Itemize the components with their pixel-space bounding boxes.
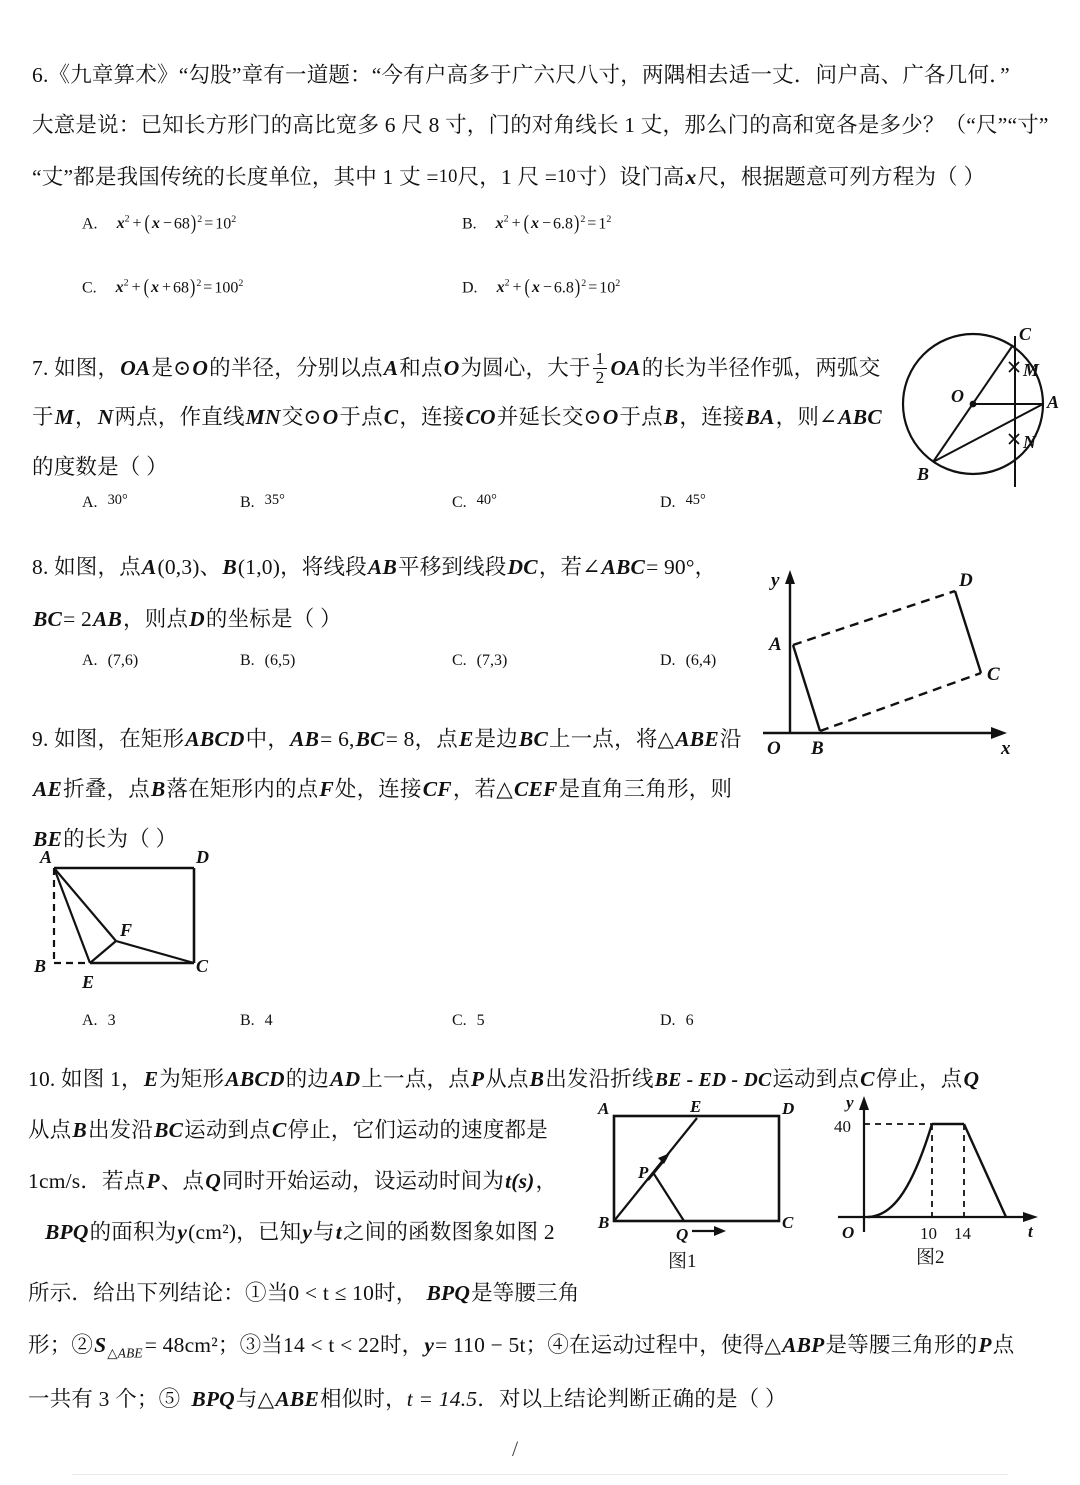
q9-text-2b: 落在矩形内的点 bbox=[166, 777, 319, 801]
q7-text-2h: 于点 bbox=[619, 405, 663, 429]
q7-option-b-value: 35° bbox=[264, 492, 285, 508]
q8-option-d-label: D. bbox=[660, 652, 676, 669]
q8-coord-b: (1,0) bbox=[237, 555, 281, 579]
q6-option-a-sign: − bbox=[162, 215, 172, 233]
q6-option-a[interactable]: A. $x^2$ + ( $x - 68)^2 = 10^2$ bbox=[82, 212, 237, 236]
q10-point-e: E bbox=[143, 1067, 159, 1091]
q10-tri-bpq2: BPQ bbox=[426, 1281, 471, 1305]
q7-line-1 bbox=[32, 350, 880, 386]
q7-line-mn: MN bbox=[245, 405, 281, 429]
q10-seg-bc: BC bbox=[154, 1118, 184, 1142]
q10-area-subscript: △ABE bbox=[107, 1345, 143, 1361]
q6-option-c-label: C. bbox=[82, 279, 97, 297]
q7-option-b[interactable] bbox=[240, 492, 285, 512]
q10-tri-bpq: BPQ bbox=[45, 1220, 89, 1244]
q9-text-2a: 折叠，点 bbox=[63, 777, 150, 801]
q7-text-1e: 为圆心，大于 bbox=[460, 355, 591, 380]
q8-coord-a: (0,3) bbox=[157, 555, 200, 579]
q8-option-a-value: (7,6) bbox=[107, 652, 139, 669]
q8-option-b-label: B. bbox=[240, 652, 255, 669]
q10-text-1b: 为矩形 bbox=[159, 1067, 225, 1091]
q10-f2-xtick-14: 14 bbox=[954, 1224, 971, 1243]
q9-text-1g: 上一点，将△ bbox=[549, 727, 675, 751]
q10-point-q2: Q bbox=[205, 1169, 221, 1193]
q7-text-2i: ，连接 bbox=[679, 405, 745, 429]
q9-text-1e: ，点 bbox=[414, 727, 458, 751]
q9-text-2c: 处，连接 bbox=[334, 777, 422, 801]
q8-seg-ab: AB bbox=[367, 555, 398, 579]
q10-tri-abp: ABP bbox=[782, 1333, 825, 1357]
q8-option-c[interactable] bbox=[452, 652, 507, 670]
q9-label-f: F bbox=[120, 920, 133, 940]
q7-circle-o2: O bbox=[322, 405, 339, 429]
q10-text-1e: 从点 bbox=[485, 1067, 529, 1091]
q10-area-var: y bbox=[177, 1220, 188, 1244]
q9-rectangle-figure bbox=[28, 848, 248, 993]
q10-line-7 bbox=[28, 1382, 787, 1413]
q6-text-line3g: 尺，根据题意可列方程为（ ） bbox=[697, 165, 986, 189]
q7-text-1d: 和点 bbox=[399, 355, 443, 380]
q10-text-6e: 是等腰三角形的 bbox=[825, 1333, 978, 1357]
q6-option-b-rhs-exp: 2 bbox=[606, 214, 612, 225]
q10-figure1-caption: 图1 bbox=[668, 1251, 697, 1272]
q10-point-b2: B bbox=[72, 1118, 87, 1142]
q8-seg-dc: DC bbox=[507, 555, 538, 579]
page-footer-mark: / bbox=[512, 1436, 519, 1461]
q10-f2-xtick-10: 10 bbox=[920, 1224, 937, 1243]
q9-label-c: C bbox=[196, 956, 209, 976]
q6-option-d-sign: − bbox=[542, 279, 552, 297]
q9-label-b: B bbox=[34, 956, 47, 976]
q7-circle-o3: O bbox=[602, 405, 619, 429]
q7-text-1a: 7. 如图， bbox=[32, 355, 120, 380]
q9-label-d: D bbox=[196, 848, 209, 867]
q7-label-b: B bbox=[917, 464, 930, 484]
q10-speed-unit: 1cm/s bbox=[28, 1169, 81, 1193]
q6-option-b-label: B. bbox=[462, 215, 477, 233]
q10-f1-label-b: B bbox=[598, 1213, 610, 1232]
q9-option-d-value: 6 bbox=[685, 1012, 694, 1029]
q8-line-1 bbox=[32, 550, 716, 581]
q8-label-x: x bbox=[1001, 738, 1011, 758]
q7-circle-o: O bbox=[192, 355, 209, 380]
q10-text-6d: ；④在运动过程中，使得△ bbox=[525, 1333, 782, 1357]
q9-seg-cf: CF bbox=[422, 777, 452, 801]
q10-text-1f: 出发沿折线 bbox=[545, 1067, 654, 1091]
q10-cond-3: 14 < t < 22 bbox=[283, 1333, 380, 1357]
q10-f1-label-c: C bbox=[782, 1213, 794, 1232]
q6-line-2 bbox=[32, 108, 1049, 139]
q10-t-value: t = 14.5 bbox=[406, 1387, 478, 1411]
q9-val-bc: = 8 bbox=[385, 727, 415, 751]
q6-option-c-rhs: 100 bbox=[214, 279, 239, 297]
q10-rect-abcd: ABCD bbox=[225, 1067, 285, 1091]
q10-text-6a: 形；② bbox=[28, 1333, 94, 1357]
q10-text-4c: 与 bbox=[313, 1220, 335, 1244]
q10-text-2d: 停止，它们运动的速度都是 bbox=[287, 1118, 548, 1142]
q10-text-5a: 所示．给出下列结论：①当 bbox=[28, 1281, 289, 1305]
q6-option-a-inner: 68 bbox=[173, 215, 190, 233]
q10-f1-label-d: D bbox=[782, 1099, 795, 1118]
q9-tri-abe: ABE bbox=[675, 727, 719, 751]
q10-point-p: P bbox=[470, 1067, 485, 1091]
q10-text-1h: 停止，点 bbox=[875, 1067, 963, 1091]
q6-option-b-inner: 6.8 bbox=[553, 215, 574, 233]
q6-option-c-sign: + bbox=[161, 279, 172, 297]
q10-text-4d: 之间的函数图象如图 2 bbox=[342, 1220, 555, 1244]
q10-text-5c: 是等腰三角 bbox=[471, 1281, 580, 1305]
q10-area-unit: (cm²) bbox=[188, 1220, 237, 1244]
q7-seg-oa: OA bbox=[120, 355, 151, 380]
q9-option-b-label: B. bbox=[240, 1012, 255, 1029]
q7-text-3: 的度数是（ ） bbox=[32, 455, 168, 479]
q10-line-6 bbox=[28, 1328, 1014, 1361]
q6-line-1 bbox=[32, 58, 1010, 89]
q10-text-3a: ．若点 bbox=[80, 1169, 146, 1193]
q10-text-4a: 的面积为 bbox=[89, 1220, 177, 1244]
q10-f1-label-a: A bbox=[598, 1099, 610, 1118]
q10-figure1 bbox=[592, 1098, 807, 1272]
q6-text-line1: 6.《九章算术》“勾股”章有一道题：“今有户高多于广六尺八寸，两隅相去适一丈．问户高、广各几何．” bbox=[32, 63, 1010, 87]
q6-option-d-rhs-exp: 2 bbox=[615, 278, 621, 289]
q10-time-var: t(s) bbox=[505, 1169, 535, 1193]
q7-text-1b: 是⊙ bbox=[151, 355, 192, 380]
q8-text-1e: ，若∠ bbox=[538, 555, 601, 579]
q7-seg-co: CO bbox=[465, 405, 496, 429]
q6-option-c[interactable]: C. $x^2$ + ( $x + 68)^2 = 100^2$ bbox=[82, 276, 244, 300]
q9-option-d-label: D. bbox=[660, 1012, 676, 1029]
q10-t-var: t bbox=[335, 1220, 342, 1244]
q10-text-3b: 、点 bbox=[160, 1169, 205, 1193]
q9-option-a[interactable] bbox=[82, 1012, 116, 1030]
q6-option-c-rhs-exp: 2 bbox=[238, 278, 244, 289]
q8-label-o: O bbox=[767, 738, 781, 758]
q10-text-7b: 与△ bbox=[235, 1387, 275, 1411]
q10-text-7a: 一共有 3 个；⑤ bbox=[28, 1387, 181, 1411]
q10-point-c: C bbox=[860, 1067, 875, 1091]
q6-option-a-rhs: 10 bbox=[215, 215, 232, 233]
q6-value-chi: 10 bbox=[557, 166, 576, 186]
q8-coordinate-figure bbox=[755, 558, 1075, 758]
q6-option-d-inner: 6.8 bbox=[553, 279, 574, 297]
q9-option-c-value: 5 bbox=[476, 1012, 485, 1029]
q6-option-b-sign: − bbox=[541, 215, 552, 233]
q7-text-2e: 于点 bbox=[339, 405, 383, 429]
q7-text-2b: ， bbox=[75, 405, 97, 429]
q9-text-2d: ，若△ bbox=[452, 777, 513, 801]
q10-f1-label-q: Q bbox=[676, 1225, 689, 1244]
q10-text-2b: 出发沿 bbox=[87, 1118, 154, 1142]
q10-f1-label-p: P bbox=[638, 1163, 649, 1182]
q10-tri-abe: ABE bbox=[275, 1387, 319, 1411]
q10-text-2a: 从点 bbox=[28, 1118, 72, 1142]
q10-figure2 bbox=[828, 1092, 1068, 1268]
q6-option-a-label: A. bbox=[82, 215, 98, 233]
q7-point-b: B bbox=[663, 405, 679, 429]
q9-seg-ab: AB bbox=[290, 727, 320, 751]
q9-val-ab: = 6, bbox=[320, 727, 355, 751]
q6-option-d-label: D. bbox=[462, 279, 478, 297]
q7-point-o: O bbox=[443, 355, 460, 380]
q7-angle-abc: ABC bbox=[838, 405, 882, 429]
q8-text-2c: ，则点 bbox=[123, 607, 189, 631]
q10-line-1 bbox=[28, 1062, 980, 1093]
q6-option-b[interactable]: B. $x^2$ + ( $x - 6.8)^2 = 1^2$ bbox=[462, 212, 612, 236]
q10-line-2 bbox=[28, 1113, 548, 1144]
q8-line-2 bbox=[32, 602, 342, 633]
q6-value-zhang: 10 bbox=[438, 166, 458, 186]
q8-eq-2ab: = 2 bbox=[63, 607, 92, 631]
q8-option-c-label: C. bbox=[452, 652, 467, 669]
q7-seg-oa2: OA bbox=[610, 355, 641, 380]
q8-label-c: C bbox=[987, 664, 1000, 685]
q9-text-1b: 中， bbox=[245, 727, 290, 751]
q7-circle-figure bbox=[895, 322, 1075, 497]
q6-option-d-rhs: 10 bbox=[599, 279, 616, 297]
q9-text-1f: 是边 bbox=[474, 727, 518, 751]
q8-label-b: B bbox=[811, 738, 824, 758]
q6-text-line3c: 尺，1 尺 = bbox=[457, 165, 558, 189]
q9-option-d[interactable] bbox=[660, 1012, 694, 1030]
q9-label-e: E bbox=[82, 972, 95, 992]
q8-option-b[interactable] bbox=[240, 652, 295, 670]
q9-text-1a: 9. 如图，在矩形 bbox=[32, 727, 185, 751]
q9-label-a: A bbox=[40, 848, 53, 867]
q8-text-2d: 的坐标是（ ） bbox=[205, 607, 342, 631]
q10-line-5 bbox=[28, 1276, 580, 1307]
q10-figure2-caption: 图2 bbox=[916, 1247, 945, 1268]
q7-text-2f: ，连接 bbox=[399, 405, 465, 429]
q6-var-x: x bbox=[685, 165, 697, 189]
q7-fraction-half bbox=[593, 350, 608, 386]
q10-line-3 bbox=[28, 1164, 557, 1195]
q7-option-d-value: 45° bbox=[685, 492, 706, 508]
q9-option-c-label: C. bbox=[452, 1012, 467, 1029]
q9-seg-be: BE bbox=[33, 827, 63, 851]
q9-option-a-value: 3 bbox=[107, 1012, 116, 1029]
q8-point-a: A bbox=[141, 555, 157, 579]
q10-point-p3: P bbox=[978, 1333, 992, 1357]
q10-y-var: y bbox=[302, 1220, 313, 1244]
q10-f2-label-t: t bbox=[1028, 1222, 1033, 1241]
q10-text-5b: 时， bbox=[374, 1281, 418, 1305]
q6-text-line3a: “丈”都是我国传统的长度单位，其中 1 丈 = bbox=[32, 165, 439, 189]
q8-text-1d: 平移到线段 bbox=[398, 555, 507, 579]
q7-label-o: O bbox=[951, 386, 964, 406]
q8-option-d-value: (6,4) bbox=[685, 652, 717, 669]
q10-text-3c: 同时开始运动，设运动时间为 bbox=[221, 1169, 505, 1193]
q9-text-2e: 是直角三角形，则 bbox=[558, 777, 733, 801]
q8-option-a[interactable] bbox=[82, 652, 138, 670]
q9-tri-cef: CEF bbox=[513, 777, 558, 801]
q8-point-b: B bbox=[222, 555, 237, 579]
q7-option-b-label: B. bbox=[240, 494, 255, 511]
q9-point-f: F bbox=[319, 777, 334, 801]
q7-option-c[interactable] bbox=[452, 492, 497, 512]
q7-point-n: N bbox=[97, 405, 114, 429]
q6-text-line2: 大意是说：已知长方形门的高比宽多 6 尺 8 寸，门的对角线长 1 丈，那么门的高和宽各是多少？（“尺”“寸” bbox=[32, 113, 1049, 137]
q8-text-1b: 、 bbox=[199, 555, 222, 579]
q7-line-2 bbox=[32, 400, 883, 431]
q10-cond-1: 0 < t ≤ 10 bbox=[288, 1281, 375, 1305]
q7-text-2j: ，则∠ bbox=[775, 405, 838, 429]
q8-option-c-value: (7,3) bbox=[476, 652, 508, 669]
q8-seg-bc: BC bbox=[33, 607, 63, 631]
q7-text-2a: 于 bbox=[32, 405, 54, 429]
q7-text-1c: 的半径，分别以点 bbox=[209, 355, 383, 380]
q7-frac-den: 2 bbox=[593, 368, 608, 387]
q10-text-6c: 时， bbox=[379, 1333, 424, 1357]
q7-text-2d: 交⊙ bbox=[281, 405, 322, 429]
q10-text-2c: 运动到点 bbox=[184, 1118, 271, 1142]
q8-seg-ab2: AB bbox=[92, 607, 123, 631]
q8-option-b-value: (6,5) bbox=[264, 652, 296, 669]
q9-line-1 bbox=[32, 722, 742, 753]
page-bottom-rule bbox=[72, 1474, 1008, 1475]
q10-point-c2: C bbox=[271, 1118, 287, 1142]
q7-option-a-value: 30° bbox=[107, 492, 128, 508]
q8-option-a-label: A. bbox=[82, 652, 98, 669]
q7-label-a: A bbox=[1047, 392, 1060, 412]
q7-point-m: M bbox=[54, 405, 75, 429]
q9-line-2 bbox=[32, 772, 732, 803]
q6-text-line3e: 寸）设门高 bbox=[576, 165, 685, 189]
q8-label-a: A bbox=[769, 634, 782, 655]
q8-option-d[interactable] bbox=[660, 652, 716, 670]
q9-option-a-label: A. bbox=[82, 1012, 98, 1029]
q7-point-a: A bbox=[383, 355, 399, 380]
q9-option-b[interactable] bbox=[240, 1012, 273, 1030]
q7-option-c-label: C. bbox=[452, 494, 467, 511]
q10-area-value: = 48cm² bbox=[144, 1333, 218, 1357]
q9-seg-ae: AE bbox=[33, 777, 63, 801]
q10-f2-ytick-40: 40 bbox=[834, 1117, 851, 1136]
q10-text-3d: ， bbox=[535, 1169, 558, 1193]
q7-option-a-label: A. bbox=[82, 494, 98, 511]
q10-eq-y: y bbox=[424, 1333, 435, 1357]
q8-text-1c: ，将线段 bbox=[280, 555, 367, 579]
q10-text-1a: 10. 如图 1， bbox=[28, 1067, 143, 1091]
q10-area-symbol: S bbox=[94, 1333, 107, 1357]
q7-option-d-label: D. bbox=[660, 494, 676, 511]
q8-label-d: D bbox=[959, 570, 973, 591]
q10-f1-label-e: E bbox=[690, 1098, 702, 1116]
q8-point-d: D bbox=[189, 607, 205, 631]
q10-seg-ad: AD bbox=[330, 1067, 361, 1091]
q6-option-d[interactable]: D. $x^2$ + ( $x - 6.8)^2 = 10^2$ bbox=[462, 276, 621, 300]
q10-text-7c: 相似时， bbox=[319, 1387, 407, 1411]
q7-text-2g: 并延长交⊙ bbox=[496, 405, 602, 429]
q9-text-3a: 的长为（ ） bbox=[63, 827, 178, 851]
q8-angle-abc: ABC bbox=[601, 555, 646, 579]
q7-text-2c: 两点，作直线 bbox=[114, 405, 245, 429]
q10-point-p2: P bbox=[146, 1169, 160, 1193]
q10-text-4b: ，已知 bbox=[236, 1220, 302, 1244]
q10-line-4 bbox=[44, 1215, 555, 1246]
q7-label-n: N bbox=[1023, 432, 1036, 452]
q7-option-c-value: 40° bbox=[476, 492, 497, 508]
q8-text-1a: 8. 如图，点 bbox=[32, 555, 141, 579]
q9-option-b-value: 4 bbox=[264, 1012, 273, 1029]
q10-point-q: Q bbox=[963, 1067, 980, 1091]
q10-text-1d: 上一点，点 bbox=[361, 1067, 470, 1091]
q7-option-d[interactable] bbox=[660, 492, 706, 512]
q7-label-m: M bbox=[1023, 360, 1040, 380]
q10-text-1c: 的边 bbox=[285, 1067, 330, 1091]
q8-text-1f: = 90°， bbox=[646, 555, 717, 579]
q7-point-c: C bbox=[383, 405, 399, 429]
q9-point-b: B bbox=[150, 777, 166, 801]
q7-option-a[interactable] bbox=[82, 492, 128, 512]
q7-text-1f: 的长为半径作弧，两弧交 bbox=[641, 355, 881, 380]
q10-text-1g: 运动到点 bbox=[772, 1067, 860, 1091]
q7-label-c: C bbox=[1019, 324, 1032, 344]
q10-path: BE - ED - DC bbox=[654, 1069, 772, 1091]
q7-frac-num: 1 bbox=[595, 349, 605, 368]
q10-text-6f: 点 bbox=[992, 1333, 1015, 1357]
q6-line-3 bbox=[32, 160, 985, 191]
q7-seg-ba: BA bbox=[745, 405, 775, 429]
q6-option-a-rhs-exp: 2 bbox=[231, 214, 237, 225]
q10-f2-label-o: O bbox=[842, 1223, 855, 1242]
q9-option-c[interactable] bbox=[452, 1012, 485, 1030]
q9-point-e: E bbox=[458, 727, 474, 751]
q9-seg-bc2: BC bbox=[518, 727, 549, 751]
q7-line-3 bbox=[32, 450, 168, 481]
q8-label-y: y bbox=[771, 570, 780, 591]
q10-text-6b: ；③当 bbox=[217, 1333, 283, 1357]
q6-option-c-inner: 68 bbox=[173, 279, 190, 297]
q10-eq-3: = 110 − 5t bbox=[435, 1333, 526, 1357]
q9-text-1h: 沿 bbox=[719, 727, 742, 751]
q10-point-b: B bbox=[529, 1067, 545, 1091]
q10-f2-label-y: y bbox=[846, 1093, 854, 1112]
q10-text-7d: ．对以上结论判断正确的是（ ） bbox=[477, 1387, 787, 1411]
q6-option-b-rhs: 1 bbox=[598, 215, 607, 233]
q9-rect-abcd: ABCD bbox=[185, 727, 245, 751]
q10-tri-bpq3: BPQ bbox=[191, 1387, 235, 1411]
q9-seg-bc: BC bbox=[355, 727, 385, 751]
